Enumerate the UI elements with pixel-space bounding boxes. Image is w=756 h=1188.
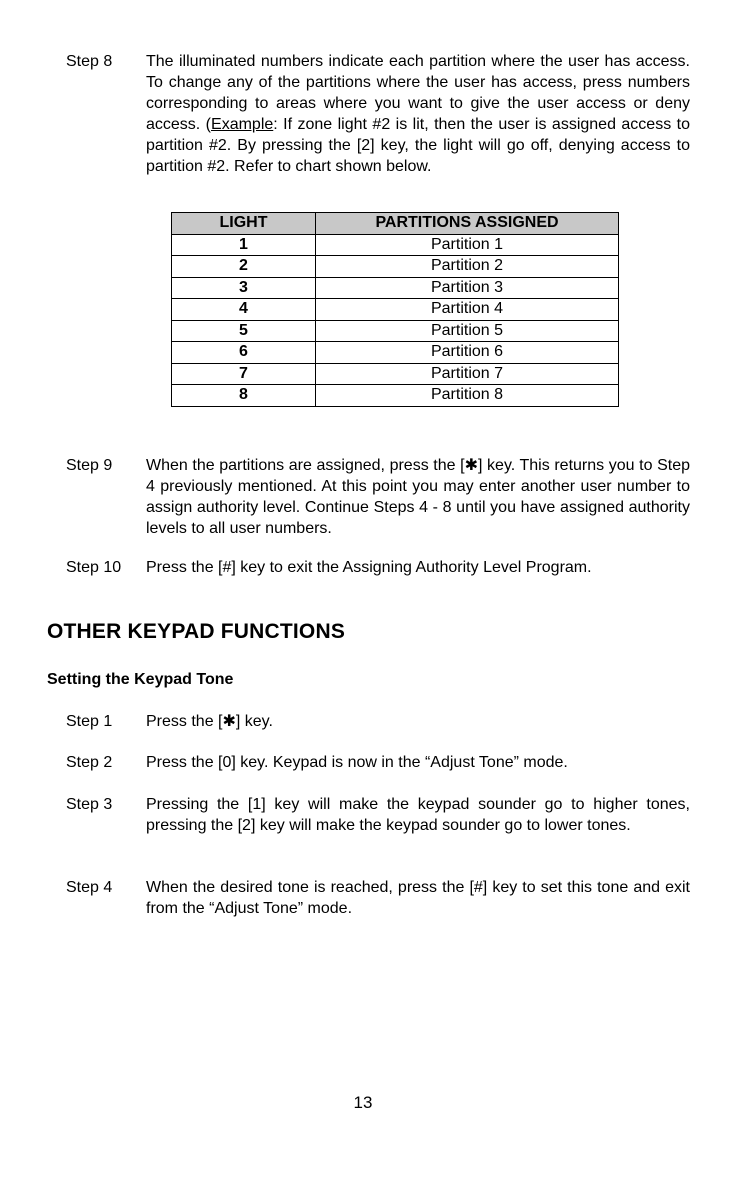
step-text xyxy=(146,51,690,177)
partition-name: Partition 3 xyxy=(316,277,619,299)
step-text: Press the [✱] key. xyxy=(146,713,273,730)
light-number: 1 xyxy=(172,234,316,256)
partition-chart xyxy=(171,212,619,407)
step-text: Pressing the [1] key will make the keypad sounder go to higher tones, pressing the [2] key will make the keypad sounder go to lower tones. xyxy=(146,796,690,834)
chart-header-row xyxy=(172,213,619,235)
step-label: Step 10 xyxy=(66,559,122,576)
light-number: 6 xyxy=(172,342,316,364)
light-number: 3 xyxy=(172,277,316,299)
table-row xyxy=(172,363,619,385)
step-text-part: : If zone light #2 is lit, then the user is assigned access to partition #2. By pressing the [2] key, the light will go off, denying access to partition #2. Refer to chart shown below. xyxy=(146,116,690,175)
table-row xyxy=(172,320,619,342)
partition-name: Partition 6 xyxy=(316,342,619,364)
subsection-title: Setting the Keypad Tone xyxy=(47,671,234,688)
step-text-part: The illuminated numbers indicate each partition where the user has access. To change any of the partitions where the user has access, press numbers corresponding to areas where you want to give the user access or deny access. ( xyxy=(146,53,690,133)
step-text: Press the [0] key. Keypad is now in the “Adjust Tone” mode. xyxy=(146,754,568,771)
light-number: 2 xyxy=(172,256,316,278)
table-row xyxy=(172,277,619,299)
partition-name: Partition 2 xyxy=(316,256,619,278)
table-row xyxy=(172,234,619,256)
header-light: LIGHT xyxy=(172,213,316,235)
light-number: 5 xyxy=(172,320,316,342)
table-row xyxy=(172,256,619,278)
page-number: 13 xyxy=(353,1093,373,1112)
partition-name: Partition 1 xyxy=(316,234,619,256)
step-label: Step 4 xyxy=(66,879,113,896)
step-text: Press the [#] key to exit the Assigning Authority Level Program. xyxy=(146,559,592,576)
light-number: 7 xyxy=(172,363,316,385)
step-text: When the desired tone is reached, press the [#] key to set this tone and exit from the “Adjust Tone” mode. xyxy=(146,879,690,917)
light-number: 4 xyxy=(172,299,316,321)
partition-name: Partition 5 xyxy=(316,320,619,342)
table-row xyxy=(172,299,619,321)
table-row xyxy=(172,385,619,407)
partition-name: Partition 4 xyxy=(316,299,619,321)
step-label: Step 9 xyxy=(66,457,113,474)
step-label: Step 8 xyxy=(66,53,113,70)
section-title: OTHER KEYPAD FUNCTIONS xyxy=(47,620,346,643)
partition-name: Partition 8 xyxy=(316,385,619,407)
light-number: 8 xyxy=(172,385,316,407)
table-row xyxy=(172,342,619,364)
header-partitions-assigned: PARTITIONS ASSIGNED xyxy=(316,213,619,235)
step-label: Step 2 xyxy=(66,754,113,771)
step-label: Step 3 xyxy=(66,796,113,813)
step-text: When the partitions are assigned, press the [✱] key. This returns you to Step 4 previously mentioned. At this point you may enter another user number to assign authority level. Continue Steps 4 - 8 until you have assigned authority levels to all user numbers. xyxy=(146,457,690,537)
step-label: Step 1 xyxy=(66,713,113,730)
partition-name: Partition 7 xyxy=(316,363,619,385)
example-underlined: Example xyxy=(211,116,274,133)
